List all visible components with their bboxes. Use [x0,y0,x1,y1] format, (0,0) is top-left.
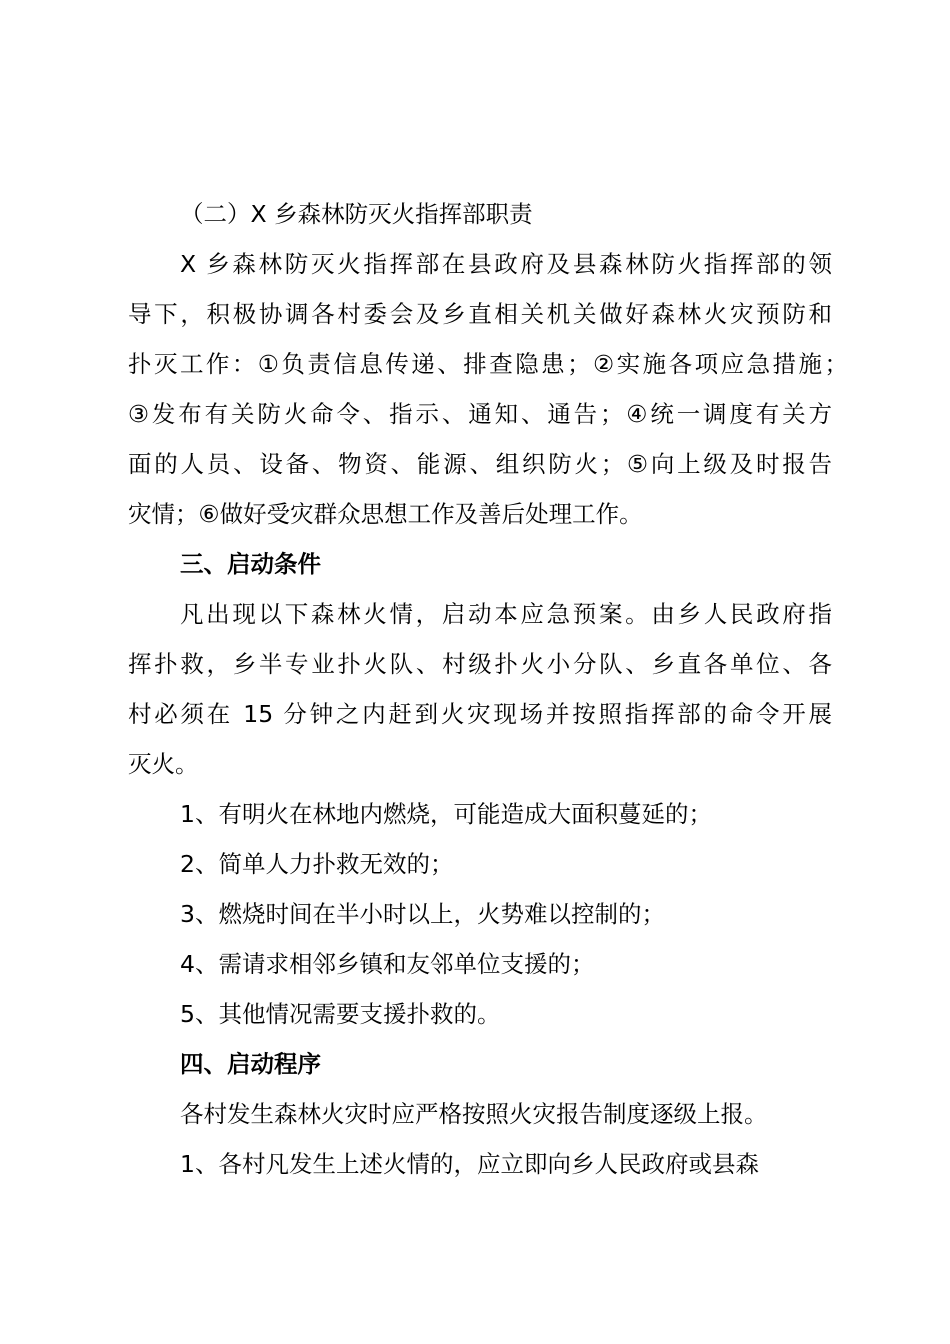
list-item: 5、其他情况需要支援扑救的。 [180,1000,501,1028]
paragraph-line: 凡出现以下森林火情，启动本应急预案。由乡人民政府指 [180,600,832,628]
list-item: 1、有明火在林地内燃烧，可能造成大面积蔓延的； [180,800,712,828]
section-heading: 四、启动程序 [180,1050,321,1078]
paragraph-line: 灾情；⑥做好受灾群众思想工作及善后处理工作。 [128,500,643,528]
list-item: 2、简单人力扑救无效的； [180,850,454,878]
list-item: 4、需请求相邻乡镇和友邻单位支援的； [180,950,595,978]
paragraph-line: 挥扑救，乡半专业扑火队、村级扑火小分队、乡直各单位、各 [128,650,832,678]
paragraph-line: X 乡森林防灭火指挥部在县政府及县森林防火指挥部的领 [180,250,832,278]
paragraph-line: 村必须在 15 分钟之内赶到火灾现场并按照指挥部的命令开展 [128,700,832,728]
section-heading: 三、启动条件 [180,550,321,578]
paragraph-line: ③发布有关防火命令、指示、通知、通告；④统一调度有关方 [128,400,832,428]
paragraph-line: 各村发生森林火灾时应严格按照火灾报告制度逐级上报。 [180,1100,768,1128]
list-item: 3、燃烧时间在半小时以上，火势难以控制的； [180,900,665,928]
paragraph-line: 面的人员、设备、物资、能源、组织防火；⑤向上级及时报告 [128,450,832,478]
paragraph-line: 1、各村凡发生上述火情的，应立即向乡人民政府或县森 [180,1150,759,1178]
paragraph-line: 灭火。 [128,750,199,778]
paragraph-line: 扑灭工作：①负责信息传递、排查隐患；②实施各项应急措施； [128,350,848,378]
document-page [128,189,848,1189]
paragraph-line: 导下，积极协调各村委会及乡直相关机关做好森林火灾预防和 [128,300,832,328]
subheading: （二）X 乡森林防灭火指挥部职责 [180,200,533,228]
